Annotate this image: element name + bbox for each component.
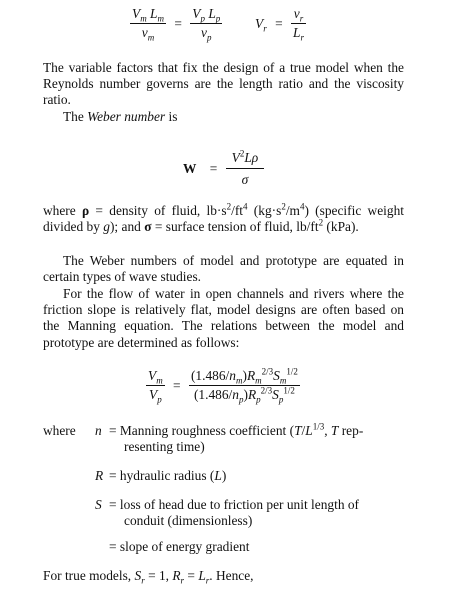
def-R-text: = hydraulic radius (L) bbox=[109, 468, 227, 483]
def-R-symbol: R bbox=[95, 468, 104, 483]
paragraph-reynolds-factors: The variable factors that fix the design of a true model when the Reynolds number governs are the length ratio and the viscosity ratio. bbox=[43, 60, 404, 108]
def-S-text: = loss of head due to friction per unit length of bbox=[109, 497, 360, 512]
paragraph-weber-wave-studies: The Weber numbers of model and prototype are equated in certain types of wave studies. bbox=[43, 253, 404, 285]
velocity-ratio-fraction: $\frac{\nu_r}{L_r}$ bbox=[292, 6, 304, 43]
velocity-ratio-lhs: $V_r$ bbox=[255, 15, 267, 34]
def-where-label: where bbox=[43, 423, 76, 438]
paragraph-weber-definitions: where ρ = density of fluid, $lb\cdot s^2/ft^4$ $(kg\cdot s^2/m^4)$ (specific weight divided by g); and σ = surface tension of fluid, $lb/ft^2$ (kPa). bbox=[43, 201, 404, 235]
paragraph-manning-intro: For the flow of water in open channels and rivers where the friction slope is relatively flat, model designs are often based on the Manning equation. The relations between the model and prototype are determined as follows: bbox=[43, 286, 404, 350]
paragraph-true-models: For true models, $S_r = 1$, $R_r = L_r$. Hence, bbox=[43, 568, 254, 586]
paragraph-weber-intro: The Weber number is bbox=[63, 109, 178, 124]
equals-sign: = bbox=[174, 15, 182, 31]
def-S-text-line2: conduit (dimensionless) bbox=[124, 513, 253, 528]
equals-sign: = bbox=[275, 15, 283, 31]
manning-equation bbox=[146, 368, 300, 403]
reynolds-model-fraction: $\frac{V_m L_m}{\nu_m}$ bbox=[132, 6, 164, 43]
def-n-text-line2: resenting time) bbox=[124, 439, 205, 454]
reynolds-prototype-fraction: $\frac{V_p L_p}{\nu_p}$ bbox=[192, 6, 221, 43]
velocity-fraction: $\frac{V_m}{V_p}$ bbox=[148, 368, 163, 405]
manning-fraction: $\frac{(1.486/n_m)R_m^{2/3}S_m^{1/2}}{(1.486/n_p)R_p^{2/3}S_p^{1/2}}$ bbox=[190, 366, 298, 405]
weber-fraction: $\frac{V^2L\rho}{\sigma}$ bbox=[226, 150, 265, 188]
weber-equation bbox=[183, 150, 264, 188]
def-S-symbol: S bbox=[95, 497, 102, 512]
equals-sign: = bbox=[173, 377, 181, 393]
reynolds-equation bbox=[130, 6, 306, 41]
def-n-symbol: n bbox=[95, 423, 102, 438]
def-n-text: = Manning roughness coefficient ($T/L^{1/3}$, T rep- bbox=[109, 421, 364, 438]
equals-sign: = bbox=[209, 161, 218, 177]
def-slope-text: = slope of energy gradient bbox=[109, 539, 250, 554]
weber-symbol: W bbox=[183, 161, 197, 177]
